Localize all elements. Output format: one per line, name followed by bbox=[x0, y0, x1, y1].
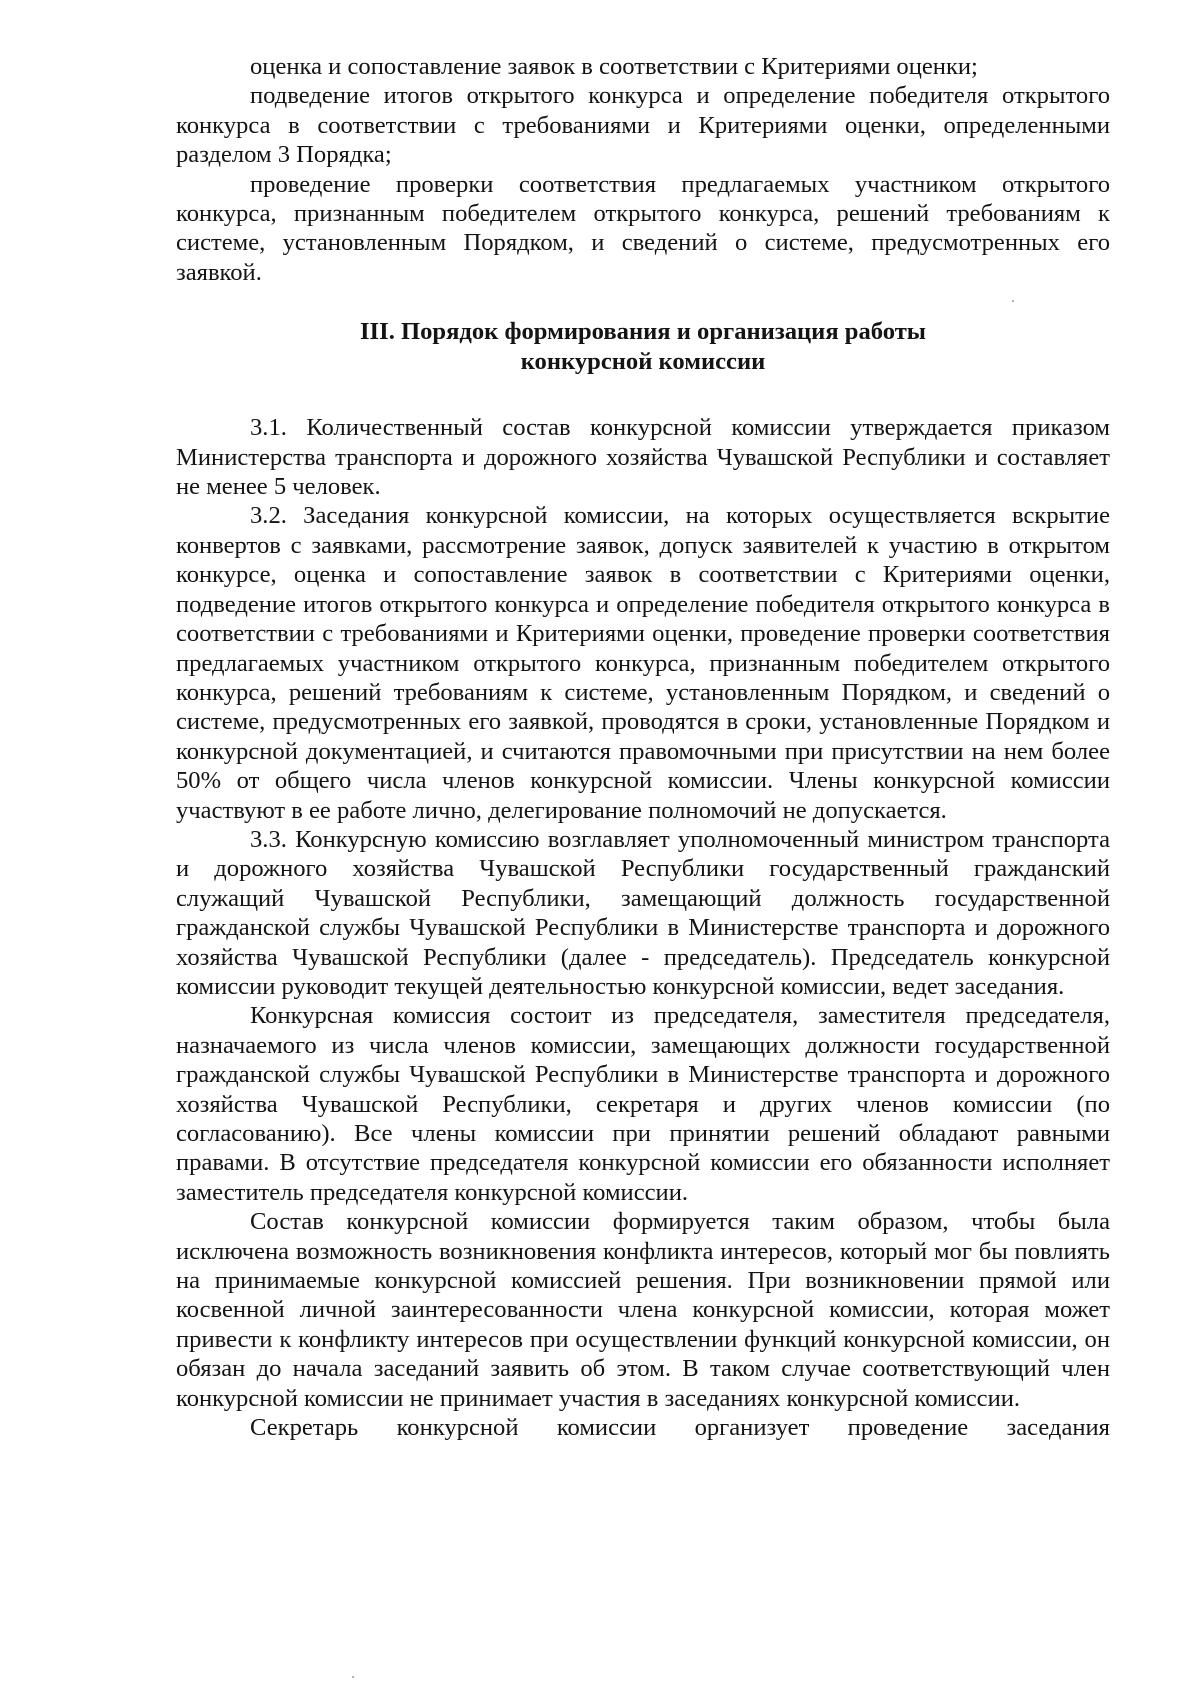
scan-speck bbox=[352, 1676, 354, 1678]
paragraph-3-3: 3.3. Конкурсную комиссию возглавляет уполномоченный министром транспорта и дорожного хозяйства Чувашской Республики государственный гражданский служащий Чувашской Республики, замещающий должность государственной гражданской службы Чувашской Республики в Министерстве транспорта и дорожного хозяйства Чувашской Республики (далее - председатель). Председатель конкурсной комиссии руководит текущей деятельностью конкурсной комиссии, ведет заседания. bbox=[176, 825, 1110, 1000]
paragraph-commission-composition: Конкурсная комиссия состоит из председателя, заместителя председателя, назначаемого из числа членов комиссии, замещающих должности государственной гражданской службы Чувашской Республики в Министерстве транспорта и дорожного хозяйства Чувашской Республики, секретаря и других членов комиссии (по согласованию). Все члены комиссии при принятии решений обладают равными правами. В отсутствие председателя конкурсной комиссии его обязанности исполняет заместитель председателя конкурсной комиссии. bbox=[176, 1002, 1110, 1206]
intro-paragraph-3: проведение проверки соответствия предлагаемых участником открытого конкурса, признанным победителем открытого конкурса, решений требованиям к системе, установленным Порядком, и сведений о системе, предусмотренных его заявкой. bbox=[176, 170, 1110, 286]
section-heading-line-1: III. Порядок формирования и организация работы bbox=[359, 318, 927, 346]
scan-speck bbox=[1012, 300, 1014, 302]
intro-paragraph-2: подведение итогов открытого конкурса и определение победителя открытого конкурса в соответствии с требованиями и Критериями оценки, определенными разделом 3 Порядка; bbox=[176, 82, 1110, 169]
section-heading-line-2: конкурсной комиссии bbox=[520, 348, 766, 376]
document-page bbox=[176, 52, 1110, 1442]
section-heading bbox=[176, 317, 1110, 377]
paragraph-conflict-of-interest: Состав конкурсной комиссии формируется таким образом, чтобы была исключена возможность возникновения конфликта интересов, который мог бы повлиять на принимаемые конкурсной комиссией решения. При возникновении прямой или косвенной личной заинтересованности члена конкурсной комиссии, которая может привести к конфликту интересов при осуществлении функций конкурсной комиссии, он обязан до начала заседаний заявить об этом. В таком случае соответствующий член конкурсной комиссии не принимает участия в заседаниях конкурсной комиссии. bbox=[176, 1208, 1110, 1412]
paragraph-3-1: 3.1. Количественный состав конкурсной комиссии утверждается приказом Министерства транспорта и дорожного хозяйства Чувашской Республики и составляет не менее 5 человек. bbox=[176, 414, 1110, 501]
intro-paragraph-1: оценка и сопоставление заявок в соответствии с Критериями оценки; bbox=[250, 53, 978, 80]
paragraph-3-2: 3.2. Заседания конкурсной комиссии, на которых осуществляется вскрытие конвертов с заявками, рассмотрение заявок, допуск заявителей к участию в открытом конкурсе, оценка и сопоставление заявок в соответствии с Критериями оценки, подведение итогов открытого конкурса и определение победителя открытого конкурса в соответствии с требованиями и Критериями оценки, проведение проверки соответствия предлагаемых участником открытого конкурса, признанным победителем открытого конкурса, решений требованиям к системе, установленным Порядком, и сведений о системе, предусмотренных его заявкой, проводятся в сроки, установленные Порядком и конкурсной документацией, и считаются правомочными при присутствии на нем более 50% от общего числа членов конкурсной комиссии. Члены конкурсной комиссии участвуют в ее работе лично, делегирование полномочий не допускается. bbox=[176, 502, 1110, 824]
paragraph-secretary: Секретарь конкурсной комиссии организует проведение заседания bbox=[250, 1414, 1110, 1442]
